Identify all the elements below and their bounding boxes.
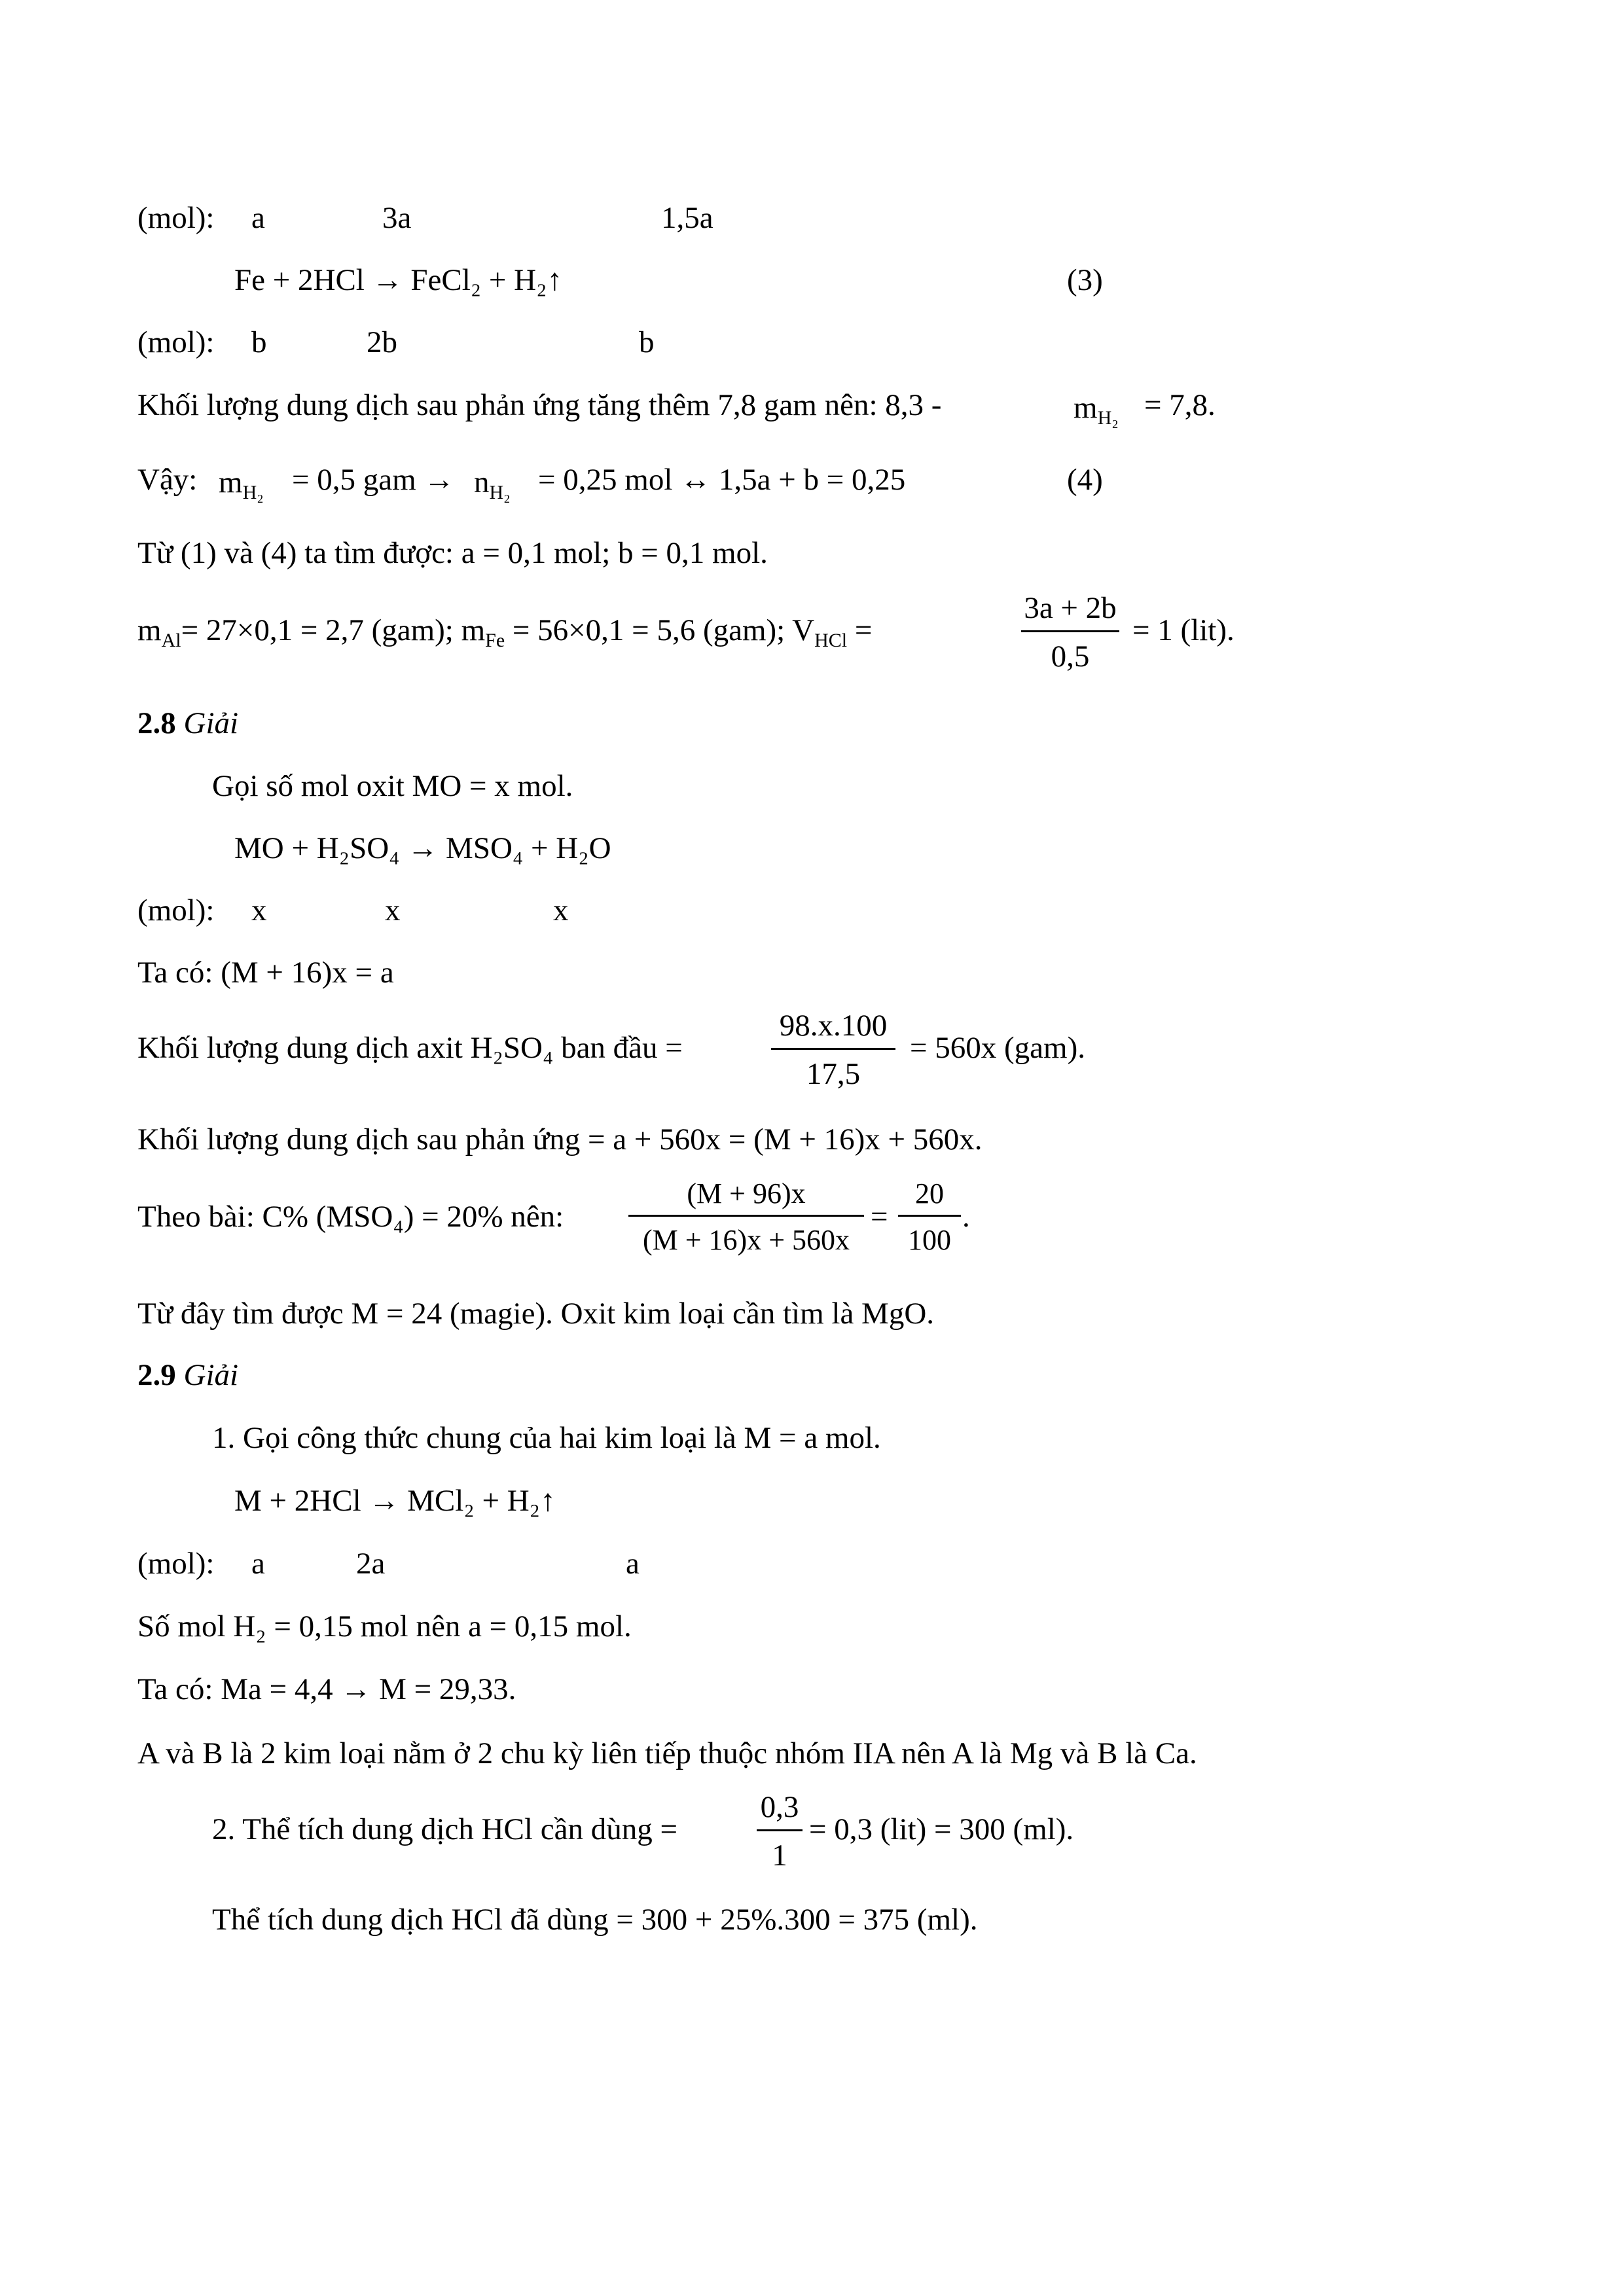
- text-line: = 560x (gam).: [910, 1031, 1085, 1065]
- section-heading: 2.8 Giải: [137, 706, 239, 740]
- mol-value: x: [385, 893, 401, 927]
- text-line: Từ đây tìm được M = 24 (magie). Oxit kim loại cần tìm là MgO.: [137, 1297, 935, 1331]
- section-heading: 2.9 Giải: [137, 1358, 239, 1392]
- mass-results-line: $m_{Al}= 27\times 0,1 = 2,7$ (gam); $m_{Fe} = 56\times 0,1 = 5,6$ (gam); $V_{HCl}$ =: [137, 613, 873, 651]
- mol-value: b: [639, 325, 655, 359]
- mol-value: 2b: [367, 325, 397, 359]
- mol-value: x: [251, 893, 267, 927]
- mol-value: a: [626, 1547, 640, 1581]
- equation: MO + H₂SO₄ → MSO₄ + H₂O: [234, 831, 611, 865]
- text-line: Vậy:: [137, 463, 198, 497]
- equation-number: (4): [1067, 463, 1103, 497]
- equation: M + 2HCl → MCl₂ + H₂↑: [234, 1484, 556, 1518]
- text-line: Thể tích dung dịch HCl đã dùng = 300 + 25%.300 = 375 (ml).: [212, 1903, 978, 1937]
- mol-value: a: [251, 201, 265, 235]
- equation-number: (3): [1067, 263, 1103, 297]
- text-line: = 0,5 gam →: [292, 463, 455, 497]
- mol-value: b: [251, 325, 267, 359]
- text-line: Khối lượng dung dịch axit H₂SO₄ ban đầu =: [137, 1031, 683, 1065]
- text-line: Từ (1) và (4) ta tìm được: a = 0,1 mol; b = 0,1 mol.: [137, 536, 768, 570]
- fraction-concentration: (M + 96)x (M + 16)x + 560x: [628, 1179, 864, 1255]
- mole-symbol: $n_{H_2}$: [474, 465, 511, 503]
- fraction-acid-mass: 98.x.100 17,5: [771, 1011, 895, 1090]
- text-line: 1. Gọi công thức chung của hai kim loại là M = a mol.: [212, 1421, 881, 1455]
- mass-symbol: $m_{H_2}$: [1074, 391, 1119, 429]
- text-line: Khối lượng dung dịch sau phản ứng = a + 560x = (M + 16)x + 560x.: [137, 1122, 983, 1157]
- text-line: .: [962, 1200, 970, 1234]
- mol-label: (mol):: [137, 325, 215, 359]
- text-line: Khối lượng dung dịch sau phản ứng tăng thêm 7,8 gam nên: 8,3 -: [137, 388, 942, 422]
- mol-label: (mol):: [137, 201, 215, 235]
- text-line: A và B là 2 kim loại nằm ở 2 chu kỳ liên tiếp thuộc nhóm IIA nên A là Mg và B là Ca.: [137, 1736, 1197, 1770]
- mol-value: a: [251, 1547, 265, 1581]
- fraction-v-hcl: 3a + 2b 0,5: [1021, 593, 1119, 672]
- text-line: 2. Thể tích dung dịch HCl cần dùng =: [212, 1812, 677, 1846]
- text-line: Gọi số mol oxit MO = x mol.: [212, 769, 573, 803]
- text-line: = 7,8.: [1144, 388, 1216, 422]
- fraction-percent: 20 100: [898, 1179, 961, 1255]
- mol-label: (mol):: [137, 893, 215, 927]
- mol-value: 2a: [356, 1547, 386, 1581]
- mol-value: 1,5a: [661, 201, 713, 235]
- mol-value: x: [553, 893, 569, 927]
- text-line: = 0,3 (lit) = 300 (ml).: [809, 1812, 1074, 1846]
- text-line: =: [871, 1200, 888, 1234]
- text-line: = 1 (lit).: [1132, 613, 1235, 647]
- text-line: = 0,25 mol ↔ 1,5a + b = 0,25: [538, 463, 906, 497]
- fraction-volume: 0,3 1: [757, 1792, 803, 1871]
- mol-value: 3a: [382, 201, 412, 235]
- mol-label: (mol):: [137, 1547, 215, 1581]
- mass-symbol: $m_{H_2}$: [219, 465, 264, 503]
- text-line: Số mol H₂ = 0,15 mol nên a = 0,15 mol.: [137, 1609, 632, 1643]
- text-line: Ta có: (M + 16)x = a: [137, 956, 394, 990]
- text-line: Theo bài: C% (MSO₄) = 20% nên:: [137, 1200, 564, 1234]
- equation-3: Fe + 2HCl → FeCl₂ + H₂↑: [234, 263, 562, 297]
- text-line: Ta có: Ma = 4,4 → M = 29,33.: [137, 1672, 516, 1706]
